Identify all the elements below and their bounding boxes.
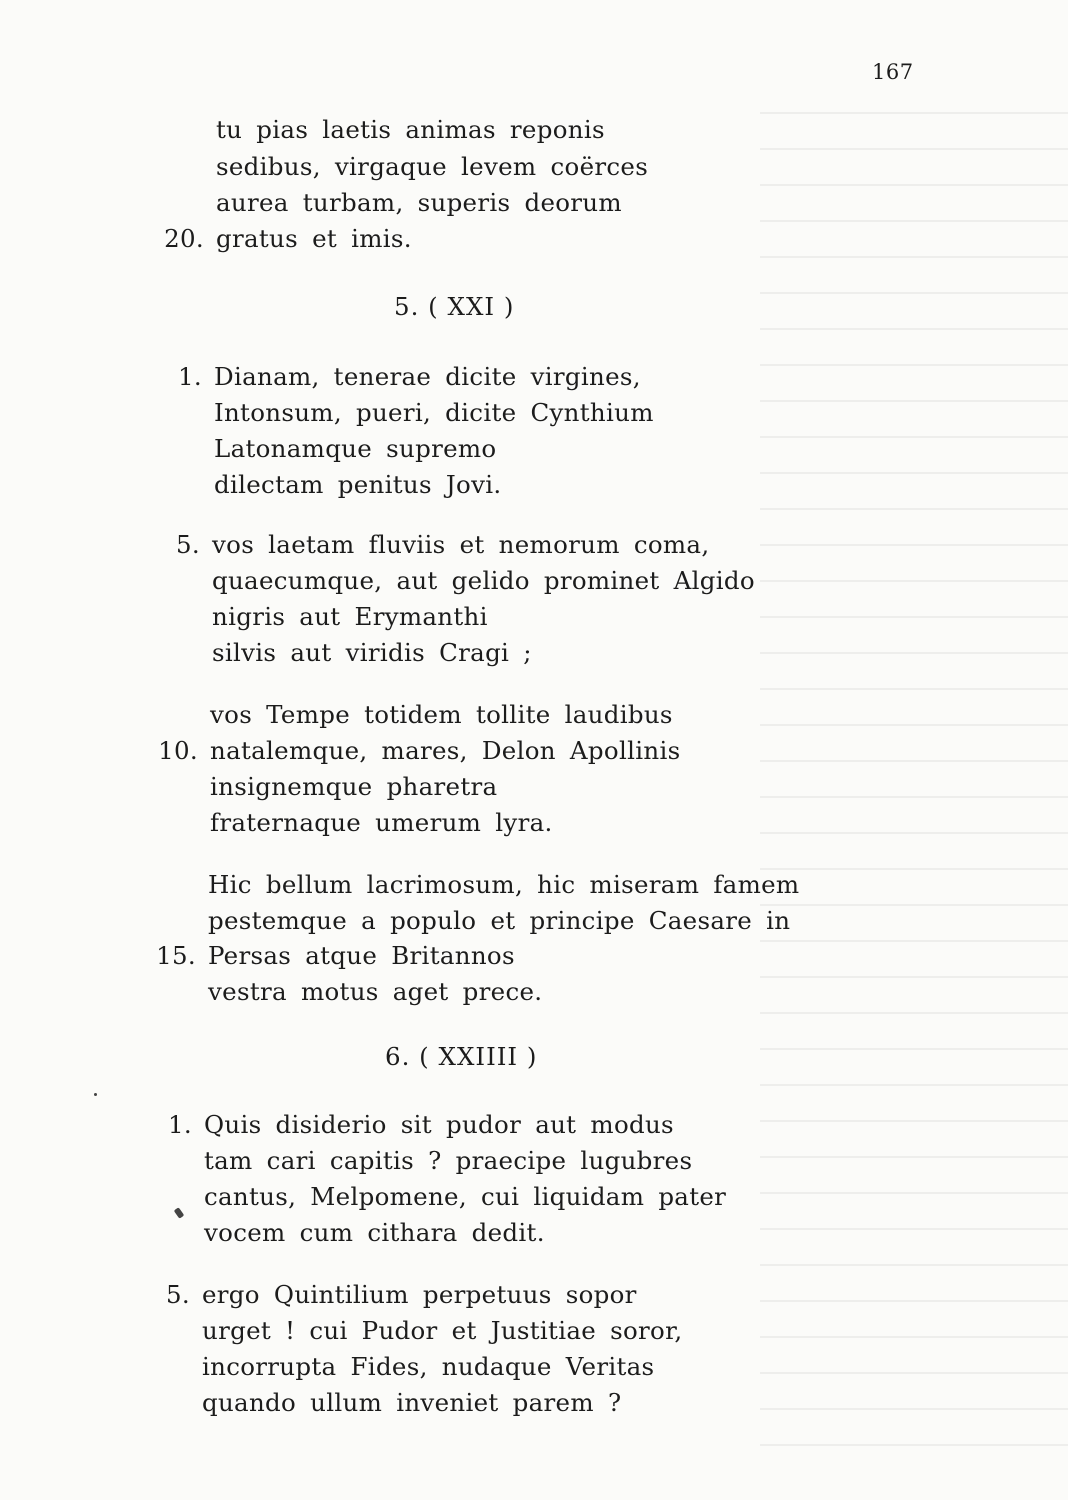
verse-text: Dianam, tenerae dicite virgines, [214, 362, 641, 391]
verse-text: sedibus, virgaque levem coërces [216, 152, 649, 181]
poem-heading: 6. ( XXIIII ) [385, 1042, 538, 1071]
line-number: 20. [164, 224, 204, 253]
poem-heading: 5. ( XXI ) [394, 292, 515, 321]
verse-text: quando ullum inveniet parem ? [202, 1388, 622, 1417]
line-number: 5. [176, 530, 200, 559]
verse-line [164, 222, 412, 256]
line-number: 15. [156, 941, 196, 970]
verse-text: insignemque pharetra [210, 772, 498, 801]
verse-line [178, 360, 641, 394]
verse-line [210, 698, 673, 732]
verse-line [158, 734, 681, 768]
verse-text: dilectam penitus Jovi. [214, 470, 502, 499]
verse-line [208, 975, 542, 1009]
verse-text: silvis aut viridis Cragi ; [212, 638, 532, 667]
verse-line [202, 1386, 621, 1420]
verse-line [204, 1216, 545, 1250]
verse-line [216, 150, 648, 184]
verse-text: incorrupta Fides, nudaque Veritas [202, 1352, 655, 1381]
verse-line [216, 113, 605, 147]
verse-text: natalemque, mares, Delon Apollinis [210, 736, 681, 765]
bleed-through-text [760, 90, 1068, 1460]
verse-text: Persas atque Britannos [208, 941, 515, 970]
verse-text: Quis disiderio sit pudor aut modus [204, 1110, 674, 1139]
verse-line [208, 868, 799, 902]
verse-text: urget ! cui Pudor et Justitiae soror, [202, 1316, 683, 1345]
verse-text: vos laetam fluviis et nemorum coma, [212, 530, 710, 559]
verse-line [212, 636, 532, 670]
verse-line [156, 939, 515, 973]
line-number: 1. [178, 362, 202, 391]
verse-line [168, 1108, 674, 1142]
verse-line [214, 396, 654, 430]
ink-speck [174, 1207, 185, 1219]
verse-text: fraternaque umerum lyra. [210, 808, 553, 837]
verse-line [210, 806, 553, 840]
verse-line [212, 564, 755, 598]
verse-line [202, 1350, 654, 1384]
ink-speck [94, 1093, 97, 1096]
verse-text: cantus, Melpomene, cui liquidam pater [204, 1182, 727, 1211]
verse-line [210, 770, 497, 804]
verse-line [202, 1314, 683, 1348]
line-number: 1. [168, 1110, 192, 1139]
verse-line [212, 600, 488, 634]
verse-line [208, 904, 790, 938]
verse-line [166, 1278, 637, 1312]
verse-text: tu pias laetis animas reponis [216, 115, 605, 144]
verse-line [204, 1144, 692, 1178]
verse-text: nigris aut Erymanthi [212, 602, 488, 631]
verse-text: tam cari capitis ? praecipe lugubres [204, 1146, 693, 1175]
verse-text: vocem cum cithara dedit. [204, 1218, 545, 1247]
verse-text: Intonsum, pueri, dicite Cynthium [214, 398, 654, 427]
verse-line [214, 432, 496, 466]
verse-text: quaecumque, aut gelido prominet Algido [212, 566, 755, 595]
verse-text: Hic bellum lacrimosum, hic miseram famem [208, 870, 800, 899]
verse-text: ergo Quintilium perpetuus sopor [202, 1280, 637, 1309]
verse-line [204, 1180, 726, 1214]
line-number: 10. [158, 736, 198, 765]
verse-text: aurea turbam, superis deorum [216, 188, 622, 217]
verse-text: pestemque a populo et principe Caesare in [208, 906, 791, 935]
page-number: 167 [872, 60, 914, 84]
verse-text: vos Tempe totidem tollite laudibus [210, 700, 673, 729]
verse-line [214, 468, 501, 502]
verse-line [176, 528, 710, 562]
verse-text: Latonamque supremo [214, 434, 497, 463]
line-number: 5. [166, 1280, 190, 1309]
verse-text: gratus et imis. [216, 224, 412, 253]
verse-line [216, 186, 622, 220]
verse-text: vestra motus aget prece. [208, 977, 543, 1006]
